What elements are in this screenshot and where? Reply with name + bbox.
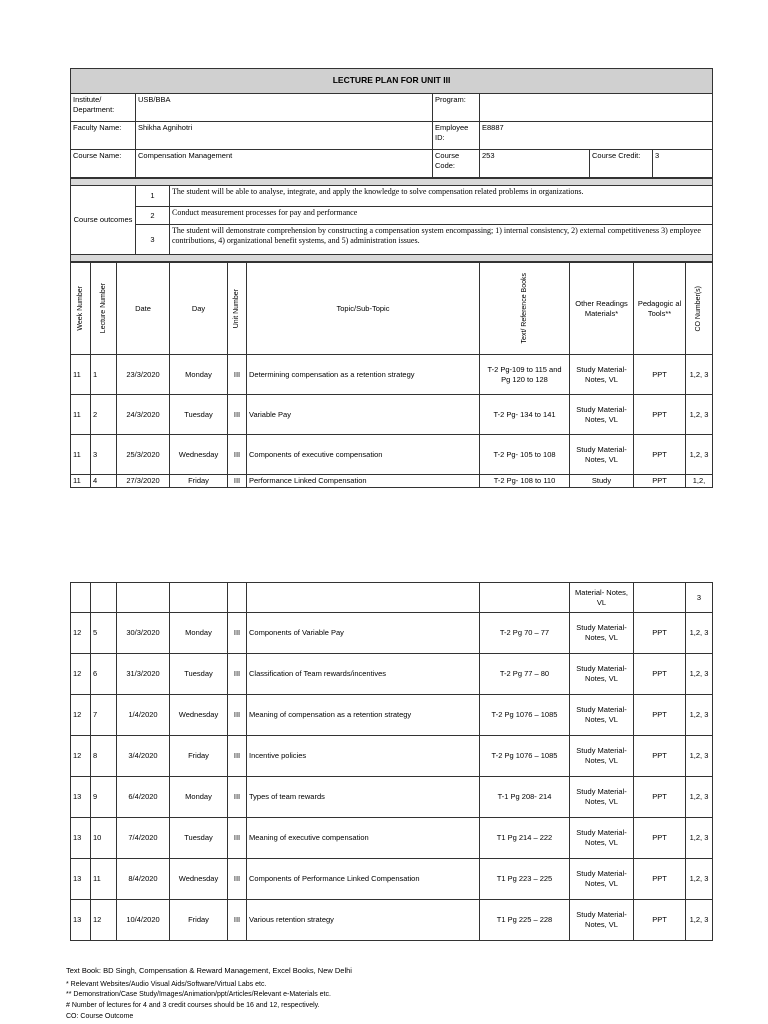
lecture-number-cell: 4	[91, 475, 117, 488]
co-number-cell: 1,2, 3	[686, 435, 713, 475]
date-cell: 3/4/2020	[117, 736, 170, 777]
week-number-cell: 13	[71, 859, 91, 900]
unit-number-cell: III	[228, 818, 247, 859]
program-value	[480, 94, 713, 122]
table-row	[71, 654, 713, 695]
co-number-cell: 1,2, 3	[686, 736, 713, 777]
faculty-value: Shikha Agnihotri	[136, 122, 433, 150]
co-number-header: CO Number(s)	[695, 285, 703, 332]
faculty-label: Faculty Name:	[71, 122, 136, 150]
spacer-row	[71, 255, 713, 262]
topic-cell: Types of team rewards	[247, 777, 480, 818]
page-title: LECTURE PLAN FOR UNIT III	[71, 69, 713, 94]
text-books-cell: T-2 Pg 77 – 80	[480, 654, 570, 695]
other-readings-cell: Study Material- Notes, VL	[570, 695, 634, 736]
other-readings-cell: Study Material- Notes, VL	[570, 395, 634, 435]
unit-number-cell: III	[228, 900, 247, 941]
footnote-2: ** Demonstration/Case Study/Images/Animation/ppt/Articles/Relevant e-Materials etc.	[66, 991, 331, 999]
employee-id-value: E8887	[480, 122, 713, 150]
other-readings-cell: Study Material- Notes, VL	[570, 900, 634, 941]
date-cell: 7/4/2020	[117, 818, 170, 859]
date-cell: 6/4/2020	[117, 777, 170, 818]
co-number-cell: 1,2, 3	[686, 395, 713, 435]
day-cell: Wednesday	[170, 695, 228, 736]
week-number-cell: 13	[71, 900, 91, 941]
table-row	[71, 736, 713, 777]
lecture-number-cell: 10	[91, 818, 117, 859]
day-cell: Tuesday	[170, 818, 228, 859]
lecture-number-cell: 5	[91, 613, 117, 654]
table-row	[71, 859, 713, 900]
topic-header: Topic/Sub-Topic	[247, 263, 480, 355]
outcome-number: 3	[136, 225, 170, 255]
unit-number-cell: III	[228, 695, 247, 736]
week-number-cell: 13	[71, 818, 91, 859]
text-books-header: Text/ Reference Books	[520, 273, 528, 344]
week-number-cell: 12	[71, 736, 91, 777]
co-number-cell: 1,2, 3	[686, 859, 713, 900]
co-number-cell: 3	[686, 583, 713, 613]
day-cell: Monday	[170, 777, 228, 818]
lecture-plan-page-1	[70, 68, 712, 488]
table-row	[71, 355, 713, 395]
text-books-cell: T-2 Pg-109 to 115 and Pg 120 to 128	[480, 355, 570, 395]
pedagogical-tools-cell: PPT	[634, 395, 686, 435]
unit-number-cell: III	[228, 475, 247, 488]
table-row	[71, 395, 713, 435]
unit-number-cell: III	[228, 395, 247, 435]
pedagogical-tools-cell: PPT	[634, 475, 686, 488]
unit-number-cell: III	[228, 435, 247, 475]
table-row	[71, 475, 713, 488]
date-cell: 8/4/2020	[117, 859, 170, 900]
pedagogical-tools-cell: PPT	[634, 777, 686, 818]
topic-cell: Performance Linked Compensation	[247, 475, 480, 488]
day-cell: Friday	[170, 475, 228, 488]
outcome-number: 1	[136, 186, 170, 207]
week-number-cell: 11	[71, 355, 91, 395]
day-cell: Monday	[170, 355, 228, 395]
date-cell: 10/4/2020	[117, 900, 170, 941]
table-row	[71, 435, 713, 475]
lecture-plan-page-2	[70, 582, 712, 941]
other-readings-cell: Study	[570, 475, 634, 488]
text-books-cell: T-1 Pg 208- 214	[480, 777, 570, 818]
day-cell: Friday	[170, 900, 228, 941]
lecture-schedule-table-continued	[70, 582, 713, 941]
date-header: Date	[117, 263, 170, 355]
textbook-note: Text Book: BD Singh, Compensation & Reward Management, Excel Books, New Delhi	[66, 966, 352, 975]
pedagogical-tools-cell: PPT	[634, 435, 686, 475]
date-cell: 30/3/2020	[117, 613, 170, 654]
course-code-label: Course Code:	[433, 150, 480, 178]
week-number-cell: 11	[71, 475, 91, 488]
pedagogical-tools-cell: PPT	[634, 355, 686, 395]
unit-number-cell: III	[228, 859, 247, 900]
course-credit-label: Course Credit:	[590, 150, 653, 178]
other-readings-cell: Material- Notes, VL	[570, 583, 634, 613]
pedagogical-tools-cell: PPT	[634, 818, 686, 859]
employee-id-label: Employee ID:	[433, 122, 480, 150]
table-row	[71, 583, 713, 613]
footnote-1: * Relevant Websites/Audio Visual Aids/Software/Virtual Labs etc.	[66, 980, 267, 988]
other-readings-cell: Study Material- Notes, VL	[570, 859, 634, 900]
text-books-cell: T-2 Pg- 108 to 110	[480, 475, 570, 488]
table-row	[71, 818, 713, 859]
pedagogical-tools-cell: PPT	[634, 736, 686, 777]
day-cell: Tuesday	[170, 395, 228, 435]
topic-cell: Components of executive compensation	[247, 435, 480, 475]
pedagogical-tools-header: Pedagogic al Tools**	[634, 263, 686, 355]
lecture-number-cell: 1	[91, 355, 117, 395]
table-row	[71, 900, 713, 941]
day-header: Day	[170, 263, 228, 355]
lecture-number-cell: 6	[91, 654, 117, 695]
schedule-rows-page-1	[71, 355, 713, 488]
week-number-cell: 12	[71, 654, 91, 695]
lecture-number-cell: 9	[91, 777, 117, 818]
co-number-cell: 1,2, 3	[686, 777, 713, 818]
course-outcomes-table	[70, 178, 713, 262]
other-readings-cell: Study Material- Notes, VL	[570, 654, 634, 695]
topic-cell: Variable Pay	[247, 395, 480, 435]
lecture-number-cell: 3	[91, 435, 117, 475]
table-row	[71, 777, 713, 818]
pedagogical-tools-cell: PPT	[634, 695, 686, 736]
text-books-cell: T1 Pg 214 – 222	[480, 818, 570, 859]
other-readings-cell: Study Material- Notes, VL	[570, 777, 634, 818]
outcome-text: The student will demonstrate comprehension by constructing a compensation system encompassing; 1) internal consistency, 2) external competitiveness 3) employee contributions, 4) organizational benefit systems, and 5) administration issues.	[170, 225, 713, 255]
topic-cell: Components of Variable Pay	[247, 613, 480, 654]
date-cell: 25/3/2020	[117, 435, 170, 475]
topic-cell: Components of Performance Linked Compensation	[247, 859, 480, 900]
pedagogical-tools-cell: PPT	[634, 613, 686, 654]
course-code-value: 253	[480, 150, 590, 178]
lecture-number-header: Lecture Number	[99, 283, 107, 334]
institute-label: Institute/ Department:	[71, 94, 136, 122]
other-readings-header: Other Readings Materials*	[570, 263, 634, 355]
topic-cell: Incentive policies	[247, 736, 480, 777]
other-readings-cell: Study Material- Notes, VL	[570, 613, 634, 654]
lecture-number-cell: 11	[91, 859, 117, 900]
table-row	[71, 695, 713, 736]
date-cell: 27/3/2020	[117, 475, 170, 488]
course-name-value: Compensation Management	[136, 150, 433, 178]
co-number-cell: 1,2, 3	[686, 355, 713, 395]
lecture-number-cell: 7	[91, 695, 117, 736]
unit-number-cell: III	[228, 736, 247, 777]
topic-cell: Meaning of executive compensation	[247, 818, 480, 859]
co-number-cell: 1,2, 3	[686, 613, 713, 654]
date-cell: 24/3/2020	[117, 395, 170, 435]
co-number-cell: 1,2,	[686, 475, 713, 488]
day-cell: Friday	[170, 736, 228, 777]
outcome-number: 2	[136, 207, 170, 225]
co-number-cell: 1,2, 3	[686, 654, 713, 695]
week-number-cell: 12	[71, 695, 91, 736]
institute-value: USB/BBA	[136, 94, 433, 122]
lecture-number-cell: 12	[91, 900, 117, 941]
day-cell: Tuesday	[170, 654, 228, 695]
pedagogical-tools-cell: PPT	[634, 900, 686, 941]
spacer-row	[71, 179, 713, 186]
unit-number-header: Unit Number	[233, 288, 241, 329]
topic-cell: Various retention strategy	[247, 900, 480, 941]
co-number-cell: 1,2, 3	[686, 900, 713, 941]
topic-cell: Classification of Team rewards/incentives	[247, 654, 480, 695]
unit-number-cell: III	[228, 777, 247, 818]
course-name-label: Course Name:	[71, 150, 136, 178]
other-readings-cell: Study Material- Notes, VL	[570, 355, 634, 395]
day-cell: Monday	[170, 613, 228, 654]
co-number-cell: 1,2, 3	[686, 695, 713, 736]
week-number-cell: 11	[71, 435, 91, 475]
other-readings-cell: Study Material- Notes, VL	[570, 435, 634, 475]
date-cell: 23/3/2020	[117, 355, 170, 395]
topic-cell: Meaning of compensation as a retention strategy	[247, 695, 480, 736]
topic-cell: Determining compensation as a retention strategy	[247, 355, 480, 395]
week-number-cell: 11	[71, 395, 91, 435]
table-row	[71, 613, 713, 654]
day-cell: Wednesday	[170, 435, 228, 475]
text-books-cell: T-2 Pg- 105 to 108	[480, 435, 570, 475]
lecture-schedule-table	[70, 262, 713, 488]
text-books-cell: T1 Pg 223 – 225	[480, 859, 570, 900]
text-books-cell: T-2 Pg 1076 – 1085	[480, 695, 570, 736]
other-readings-cell: Study Material- Notes, VL	[570, 818, 634, 859]
week-number-cell: 12	[71, 613, 91, 654]
footnote-4: CO: Course Outcome	[66, 1013, 134, 1021]
day-cell: Wednesday	[170, 859, 228, 900]
date-cell: 1/4/2020	[117, 695, 170, 736]
unit-number-cell: III	[228, 613, 247, 654]
footnotes	[66, 965, 352, 1023]
outcome-text: The student will be able to analyse, integrate, and apply the knowledge to solve compensation related problems in organizations.	[170, 186, 713, 207]
date-cell: 31/3/2020	[117, 654, 170, 695]
week-number-header: Week Number	[76, 286, 84, 331]
text-books-cell: T1 Pg 225 – 228	[480, 900, 570, 941]
footnote-3: # Number of lectures for 4 and 3 credit courses should be 16 and 12, respectively.	[66, 1002, 320, 1010]
pedagogical-tools-cell: PPT	[634, 859, 686, 900]
unit-number-cell: III	[228, 355, 247, 395]
course-credit-value: 3	[653, 150, 713, 178]
text-books-cell: T-2 Pg 1076 – 1085	[480, 736, 570, 777]
text-books-cell: T-2 Pg- 134 to 141	[480, 395, 570, 435]
pedagogical-tools-cell: PPT	[634, 654, 686, 695]
week-number-cell: 13	[71, 777, 91, 818]
co-number-cell: 1,2, 3	[686, 818, 713, 859]
course-outcomes-label: Course outcomes	[71, 186, 136, 255]
schedule-rows-page-2	[71, 613, 713, 941]
lecture-number-cell: 8	[91, 736, 117, 777]
other-readings-cell: Study Material- Notes, VL	[570, 736, 634, 777]
unit-number-cell: III	[228, 654, 247, 695]
lecture-number-cell: 2	[91, 395, 117, 435]
header-info-table	[70, 68, 713, 178]
program-label: Program:	[433, 94, 480, 122]
outcome-text: Conduct measurement processes for pay and performance	[170, 207, 713, 225]
text-books-cell: T-2 Pg 70 – 77	[480, 613, 570, 654]
